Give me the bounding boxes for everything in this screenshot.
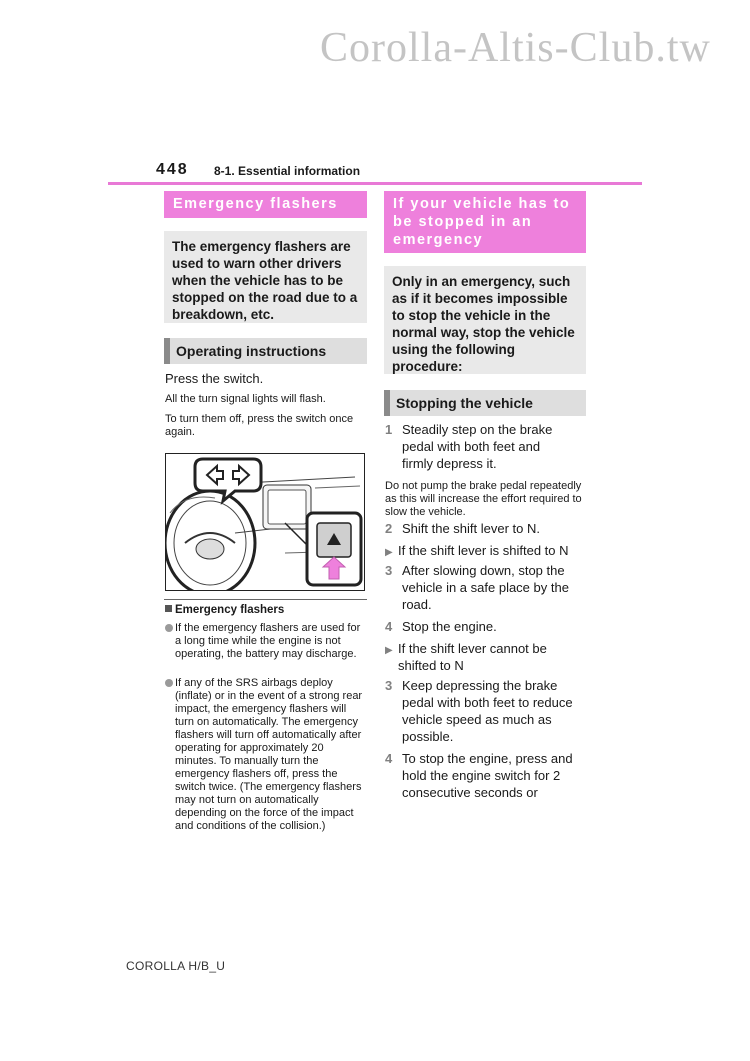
bullet-dot-icon <box>165 624 173 632</box>
step-4b <box>385 750 585 802</box>
step-3a-text: After slowing down, stop the vehicle in a safe place by the road. <box>402 563 569 612</box>
step-3b-text: Keep depressing the brake pedal with both feet to reduce vehicle speed as much as possible. <box>402 678 573 744</box>
step-1-text: Steadily step on the brake pedal with both feet and firmly depress it. <box>402 422 553 471</box>
press-switch-text: Press the switch. <box>165 371 264 386</box>
step-2-text: Shift the shift lever to N. <box>402 521 541 536</box>
square-bullet-icon <box>165 605 172 612</box>
note-lights-flash: All the turn signal lights will flash. <box>165 393 326 405</box>
subheading-operating-instructions: Operating instructions <box>164 338 367 364</box>
step-2 <box>385 520 585 538</box>
step-4a-text: Stop the engine. <box>402 619 497 634</box>
triangle-right-icon: ▶ <box>385 547 393 558</box>
note-pump-brake: Do not pump the brake pedal repeatedly as this will increase the effort required to slow the vehicle. <box>385 480 582 518</box>
notes-divider <box>164 599 367 600</box>
intro-box-left: The emergency flashers are used to warn other drivers when the vehicle has to be stopped on the road due to a breakdown, etc. <box>164 231 367 323</box>
bullet-dot-icon <box>165 679 173 687</box>
note-bullet-2 <box>165 677 365 857</box>
note-bullet-1-text: If the emergency flashers are used for a long time while the engine is not operating, the battery may discharge. <box>175 622 361 660</box>
note-turn-off: To turn them off, press the switch once again. <box>165 413 354 438</box>
branch-not-shifted <box>385 640 585 676</box>
step-3b <box>385 677 585 747</box>
heading-emergency-flashers: Emergency flashers <box>164 191 367 218</box>
page-number: 448 <box>156 161 189 178</box>
intro-box-right: Only in an emergency, such as if it becomes impossible to stop the vehicle in the normal way, stop the vehicle using the following procedure: <box>384 266 586 374</box>
footer-model: COROLLA H/B_U <box>126 959 226 973</box>
step-3b-number: 3 <box>385 678 393 693</box>
dashboard-illustration <box>165 453 365 591</box>
branch-shifted <box>385 542 585 560</box>
step-4b-text: To stop the engine, press and hold the engine switch for 2 consecutive seconds or <box>402 751 573 800</box>
step-2-number: 2 <box>385 521 393 536</box>
heading-emergency-stop: If your vehicle has to be stopped in an emergency <box>384 191 586 253</box>
dashboard-illustration-svg <box>165 453 365 591</box>
notes-title <box>165 603 284 617</box>
section-title: 8-1. Essential information <box>214 164 361 178</box>
step-1-number: 1 <box>385 422 393 437</box>
header-rule <box>108 182 642 185</box>
branch-shifted-text: If the shift lever is shifted to N <box>398 543 569 558</box>
step-3a <box>385 562 585 614</box>
branch-not-shifted-text: If the shift lever cannot be shifted to N <box>398 641 547 673</box>
subheading-stopping-vehicle: Stopping the vehicle <box>384 390 586 416</box>
notes-title-text: Emergency flashers <box>175 604 285 616</box>
step-3a-number: 3 <box>385 563 393 578</box>
step-4b-number: 4 <box>385 751 393 766</box>
triangle-right-icon: ▶ <box>385 645 393 656</box>
watermark: Corolla-Altis-Club.tw <box>320 25 711 71</box>
note-bullet-2-text: If any of the SRS airbags deploy (inflate) or in the event of a strong rear impact, the emergency flashers will turn on automatically. The emergency flashers will turn off automatically after operating for approximately 20 minutes. To manually turn the emergency flashers off, press the switch twice. (The emergency flashers may not turn on automatically depending on the force of the impact and conditions of the collision.) <box>175 677 363 832</box>
note-bullet-1 <box>165 622 365 672</box>
step-1 <box>385 421 585 473</box>
step-4a-number: 4 <box>385 619 393 634</box>
step-4a <box>385 618 585 636</box>
